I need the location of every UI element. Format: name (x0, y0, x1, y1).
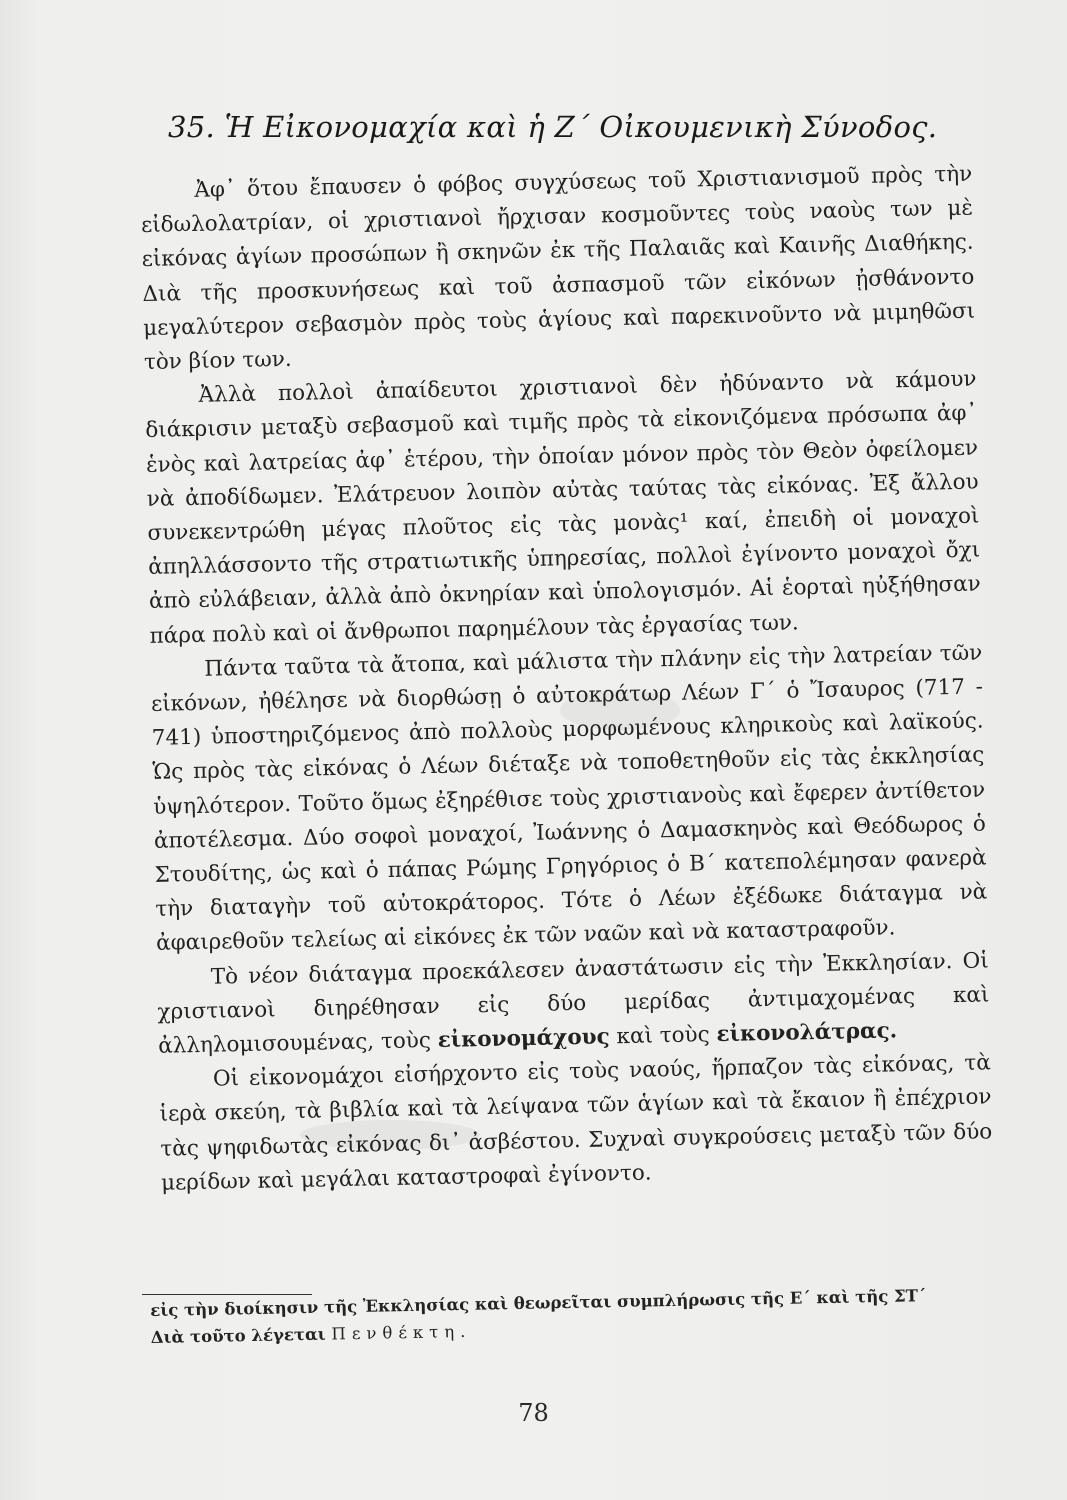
paragraph-2: Ἀλλὰ πολλοὶ ἀπαίδευτοι χριστιανοὶ δὲν ἠδύναντο νὰ κάμουν διάκρισιν μεταξὺ σεβασμοῦ καὶ τιμῆς πρὸς τὰ εἰκονιζόμενα πρόσωπα ἀφ᾽ ἑνὸς καὶ λατρείας ἀφ᾽ ἑτέρου, τὴν ὁποίαν μόνον πρὸς τὸν Θεὸν ὀφείλομεν νὰ ἀποδίδωμεν. Ἐλάτρευον λοιπὸν αὐτὰς ταύτας τὰς εἰκόνας. Ἐξ ἄλλου συνεκεντρώθη μέγας πλοῦτος εἰς τὰς μονὰς¹ καί, ἐπειδὴ οἱ μοναχοὶ ἀπηλλάσσοντο τῆς στρατιωτικῆς ὑπηρεσίας, πολλοὶ ἐγίνοντο μοναχοὶ ὄχι ἀπὸ εὐλάβειαν, ἀλλὰ ἀπὸ ὀκνηρίαν καὶ ὑπολογισμόν. Αἱ ἑορταὶ ηὐξήθησαν πάρα πολὺ καὶ οἱ ἄνθρωποι παρημέλουν τὰς ἐργασίας των. (145, 366, 982, 649)
paragraph-3: Πάντα ταῦτα τὰ ἄτοπα, καὶ μάλιστα τὴν πλάνην εἰς τὴν λατρείαν τῶν εἰκόνων, ἠθέλησε νὰ διορθώσῃ ὁ αὐτοκράτωρ Λέων Γ΄ ὁ Ἴσαυρος (717 - 741) ὑποστηριζόμενος ἀπὸ πολλοὺς μορφωμένους κληρικοὺς καὶ λαϊκούς. Ὡς πρὸς τὰς εἰκόνας ὁ Λέων διέταξε νὰ τοποθετηθοῦν εἰς τὰς ἐκκλησίας ὑψηλότερον. Τοῦτο ὅμως ἐξηρέθισε τοὺς χριστιανοὺς καὶ ἔφερεν ἀντίθετον ἀποτέλεσμα. Δύο σοφοὶ μοναχοί, Ἰωάννης ὁ Δαμασκηνὸς καὶ Θεόδωρος ὁ Στουδίτης, ὡς καὶ ὁ πάπας Ρώμης Γρηγόριος ὁ Β΄ κατεπολέμησαν φανερὰ τὴν διαταγὴν τοῦ αὐτοκράτορος. Τότε ὁ Λέων ἐξέδωκε διάταγμα νὰ ἀφαιρεθοῦν τελείως αἱ εἰκόνες ἐκ τῶν ναῶν καὶ νὰ καταστραφοῦν. (150, 640, 988, 957)
chapter-title: Ἡ Εἰκονομαχία καὶ ἡ Ζ΄ Οἰκουμενικὴ Σύνοδος. (224, 110, 938, 144)
paragraph-1: Ἀφ᾽ ὅτου ἔπαυσεν ὁ φόβος συγχύσεως τοῦ Χριστιανισμοῦ πρὸς τὴν εἰδωλολατρίαν, οἱ χριστιανοὶ ἤρχισαν κοσμοῦντες τοὺς ναοὺς των μὲ εἰκόνας ἁγίων προσώπων ἢ σκηνῶν ἐκ τῆς Παλαιᾶς καὶ Καινῆς Διαθήκης. Διὰ τῆς προσκυνήσεως καὶ τοῦ ἀσπασμοῦ τῶν εἰκόνων ᾐσθάνοντο μεγαλύτερον σεβασμὸν πρὸς τοὺς ἁγίους καὶ παρεκινοῦντο νὰ μιμηθῶσι τὸν βίον των. (140, 161, 976, 375)
term-iconoclasts: εἰκονομάχους (437, 1024, 610, 1054)
term-iconophiles: εἰκονολάτρας. (716, 1018, 898, 1048)
paragraph-4 (156, 944, 990, 1064)
footnote-spaced-term: Πενθέκτη. (331, 1321, 472, 1344)
footnote-line-2-text: Διὰ τοῦτο λέγεται (150, 1324, 326, 1347)
paragraph-4-text-a: Τὸ νέον διάταγμα προεκάλεσεν ἀναστάτωσιν εἰς τὴν Ἐκκλησίαν. Οἱ χριστιανοὶ διηρέθησαν εἰς δύο μερίδας ἀντιμαχομένας καὶ ἀλληλομισουμένας, τοὺς (157, 948, 990, 1059)
paragraph-5: Οἱ εἰκονομάχοι εἰσήρχοντο εἰς τοὺς ναούς, ἥρπαζον τὰς εἰκόνας, τὰ ἱερὰ σκεύη, τὰ βιβλία καὶ τὰ λείψανα τῶν ἁγίων καὶ τὰ ἔκαιον ἢ ἐπέχριον τὰς ψηφιδωτὰς εἰκόνας δι᾽ ἀσβέστου. Συχναὶ συγκρούσεις μεταξὺ τῶν δύο μερίδων καὶ μεγάλαι καταστροφαὶ ἐγίνοντο. (159, 1050, 993, 1196)
paragraph-4-text-b: καὶ τοὺς (616, 1022, 710, 1050)
chapter-number: 35. (168, 110, 216, 144)
footnote-line-1: εἰς τὴν διοίκησιν τῆς Ἐκκλησίας καὶ θεωρεῖται συμπλήρωσις τῆς Ε΄ καὶ τῆς ΣΤ΄ (150, 1286, 927, 1320)
page-number: 78 (518, 1399, 549, 1427)
footnote (150, 1281, 993, 1351)
chapter-heading (168, 110, 988, 144)
main-text (140, 158, 993, 1201)
